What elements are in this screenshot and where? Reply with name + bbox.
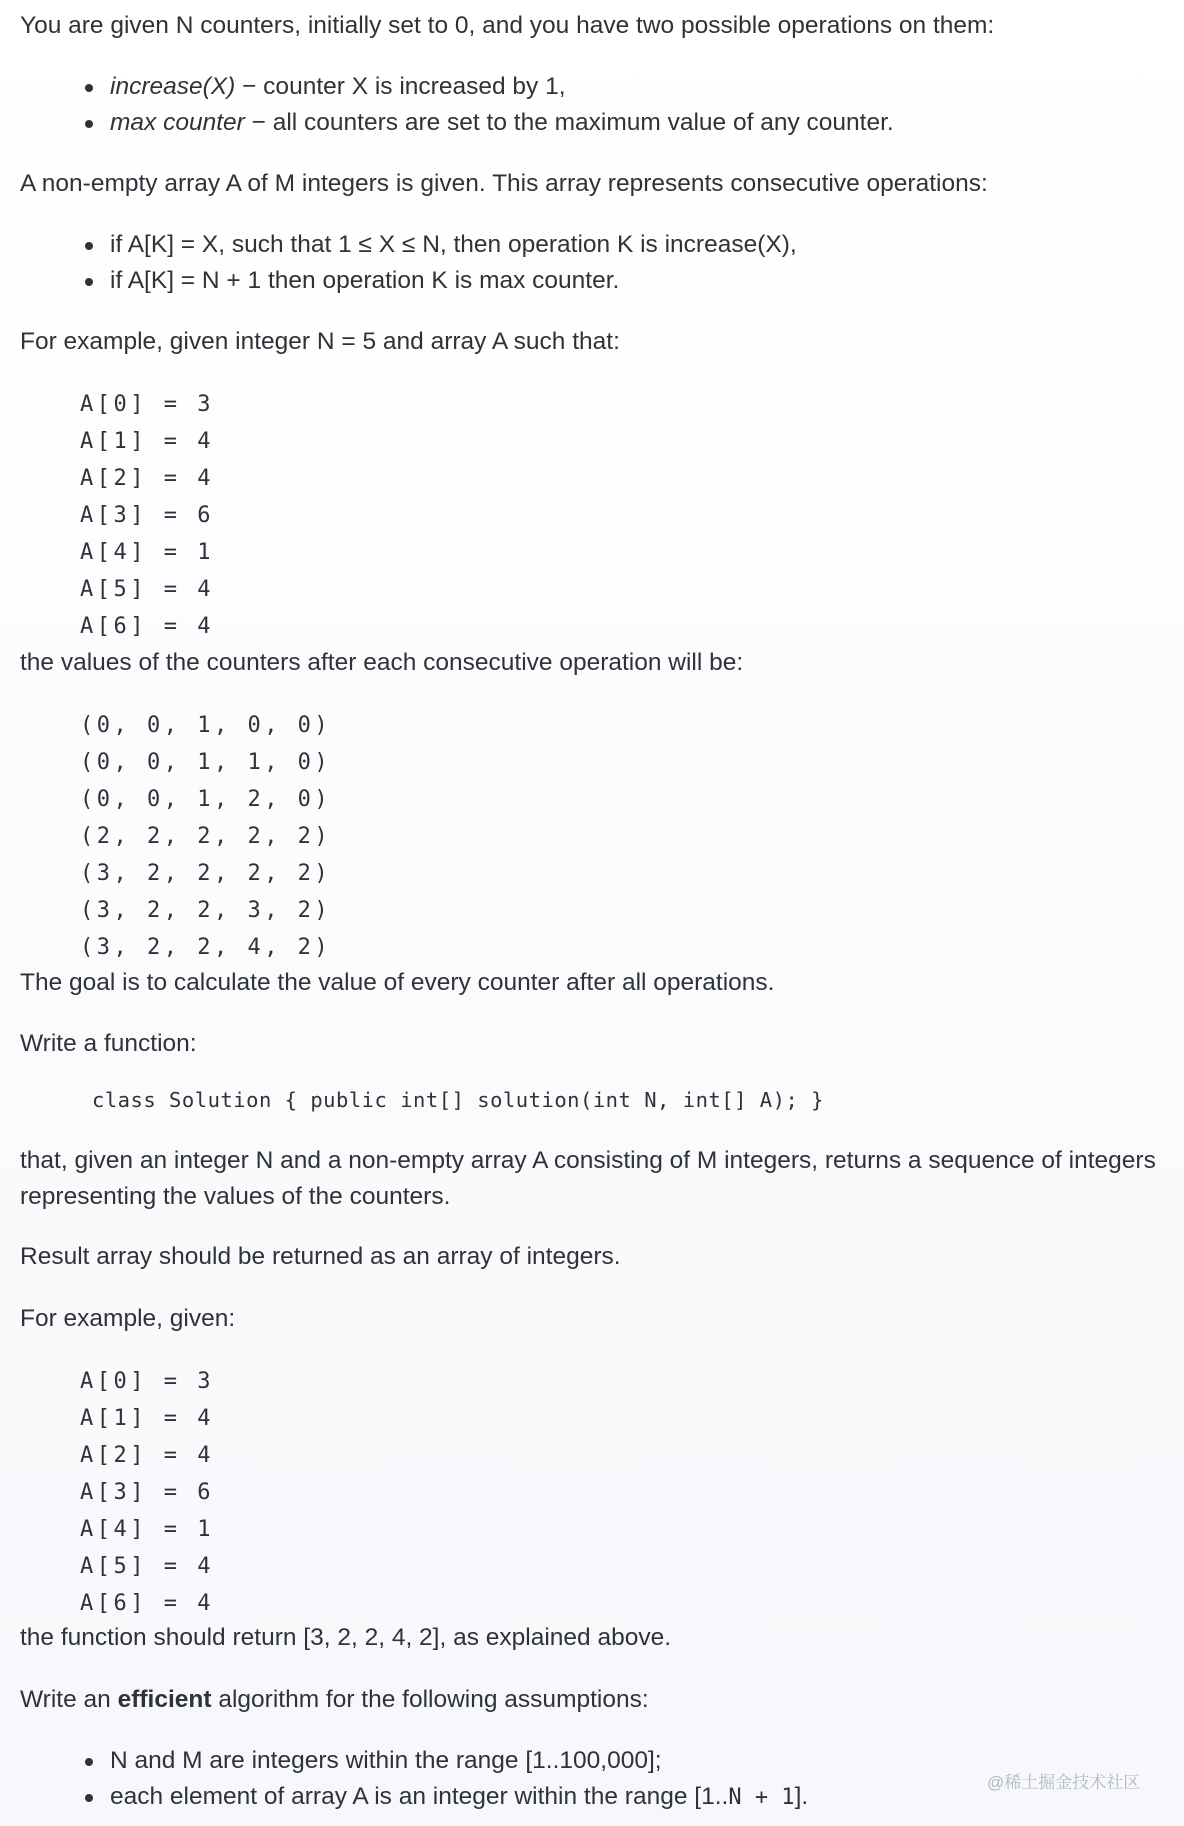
efficient-bold: efficient [117,1686,212,1713]
code-line: A[3] = 6 [80,503,214,528]
op-desc: − counter X is increased by 1, [235,73,566,100]
code-line: (2, 2, 2, 2, 2) [80,824,332,849]
counters-intro: the values of the counters after each consecutive operation will be: [20,649,744,676]
assumption-code: N + 1 [728,1785,795,1810]
list-item: N and M are integers within the range [1..100,000]; [20,1743,808,1779]
code-line: A[4] = 1 [80,540,214,565]
code-line: A[2] = 4 [80,466,214,491]
efficient-text [20,1682,649,1718]
example2-array-block [80,1363,214,1622]
code-line: A[6] = 4 [80,1591,214,1616]
list-item [20,69,894,105]
code-line: A[5] = 4 [80,1554,214,1579]
counters-states-block [80,707,331,966]
code-line: A[1] = 4 [80,1406,214,1431]
code-line: (3, 2, 2, 2, 2) [80,861,332,886]
function-signature: class Solution { public int[] solution(int N, int[] A); } [92,1088,824,1112]
array-intro: A non-empty array A of M integers is given. This array represents consecutive operations: [20,170,988,197]
list-item [20,1779,808,1816]
returns-description: that, given an integer N and a non-empty array A consisting of M integers, returns a sequence of integers representing the values of the counters. [20,1147,1156,1210]
op-name: max counter [110,109,245,136]
operations-list [20,69,894,141]
rules-list [20,227,797,299]
assumptions-list [20,1743,808,1816]
code-line: A[6] = 4 [80,614,214,639]
code-line: A[4] = 1 [80,1517,214,1542]
goal-text: The goal is to calculate the value of every counter after all operations. [20,969,775,996]
result-note: Result array should be returned as an array of integers. [20,1243,621,1270]
efficient-suffix: algorithm for the following assumptions: [211,1686,649,1713]
intro-text: You are given N counters, initially set to 0, and you have two possible operations on them: [20,12,995,39]
example2-intro: For example, given: [20,1305,236,1332]
code-line: (3, 2, 2, 3, 2) [80,898,332,923]
efficient-prefix: Write an [20,1686,118,1713]
list-item [20,105,894,141]
write-function-text: Write a function: [20,1030,197,1057]
code-line: A[3] = 6 [80,1480,214,1505]
example-array-block [80,386,214,645]
op-desc: − all counters are set to the maximum value of any counter. [244,109,894,136]
list-item: if A[K] = N + 1 then operation K is max counter. [20,263,797,299]
code-line: A[2] = 4 [80,1443,214,1468]
code-line: A[5] = 4 [80,577,214,602]
code-line: (0, 0, 1, 2, 0) [80,787,332,812]
code-line: (3, 2, 2, 4, 2) [80,935,332,960]
return-note: the function should return [3, 2, 2, 4, 2], as explained above. [20,1624,672,1651]
watermark: @稀土掘金技术社区 [987,1773,1141,1792]
example-intro: For example, given integer N = 5 and array A such that: [20,328,620,355]
assumption-prefix: each element of array A is an integer within the range [1.. [110,1783,729,1810]
code-line: A[1] = 4 [80,429,214,454]
list-item: if A[K] = X, such that 1 ≤ X ≤ N, then operation K is increase(X), [20,227,797,263]
code-line: A[0] = 3 [80,1369,214,1394]
assumption-suffix: ]. [794,1783,809,1810]
code-line: (0, 0, 1, 1, 0) [80,750,332,775]
op-name: increase(X) [110,73,236,100]
code-line: (0, 0, 1, 0, 0) [80,713,332,738]
code-line: A[0] = 3 [80,392,214,417]
